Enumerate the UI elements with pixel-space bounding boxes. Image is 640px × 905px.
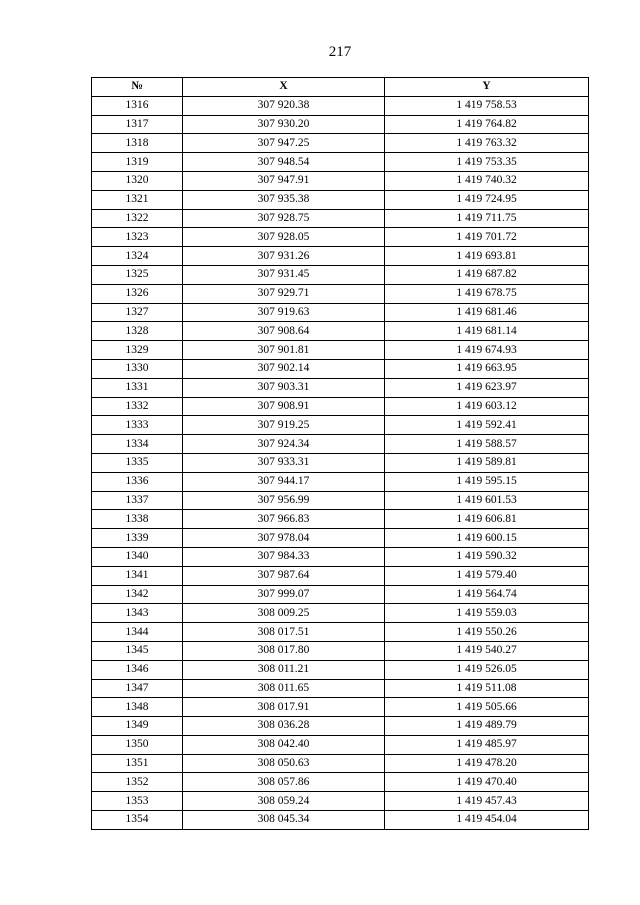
table-row bbox=[92, 435, 589, 454]
cell-number: 1351 bbox=[92, 754, 183, 773]
cell-x: 307 924.34 bbox=[183, 435, 385, 454]
table-row bbox=[92, 190, 589, 209]
table-row bbox=[92, 134, 589, 153]
cell-x: 308 011.21 bbox=[183, 660, 385, 679]
cell-number: 1339 bbox=[92, 529, 183, 548]
cell-number: 1323 bbox=[92, 228, 183, 247]
cell-y: 1 419 674.93 bbox=[385, 341, 589, 360]
cell-number: 1349 bbox=[92, 717, 183, 736]
cell-number: 1350 bbox=[92, 735, 183, 754]
cell-number: 1318 bbox=[92, 134, 183, 153]
cell-x: 307 999.07 bbox=[183, 585, 385, 604]
cell-y: 1 419 740.32 bbox=[385, 171, 589, 190]
cell-x: 307 947.91 bbox=[183, 171, 385, 190]
cell-x: 307 928.05 bbox=[183, 228, 385, 247]
cell-x: 308 011.65 bbox=[183, 679, 385, 698]
cell-y: 1 419 485.97 bbox=[385, 735, 589, 754]
cell-x: 307 966.83 bbox=[183, 510, 385, 529]
cell-number: 1319 bbox=[92, 153, 183, 172]
cell-number: 1345 bbox=[92, 641, 183, 660]
cell-number: 1347 bbox=[92, 679, 183, 698]
table-row bbox=[92, 228, 589, 247]
table-row bbox=[92, 171, 589, 190]
cell-number: 1348 bbox=[92, 698, 183, 717]
cell-number: 1353 bbox=[92, 792, 183, 811]
cell-number: 1338 bbox=[92, 510, 183, 529]
cell-number: 1341 bbox=[92, 566, 183, 585]
table-row bbox=[92, 604, 589, 623]
cell-number: 1354 bbox=[92, 811, 183, 830]
cell-number: 1346 bbox=[92, 660, 183, 679]
table-row bbox=[92, 585, 589, 604]
cell-x: 308 042.40 bbox=[183, 735, 385, 754]
cell-x: 307 948.54 bbox=[183, 153, 385, 172]
cell-number: 1329 bbox=[92, 341, 183, 360]
cell-x: 307 901.81 bbox=[183, 341, 385, 360]
cell-y: 1 419 724.95 bbox=[385, 190, 589, 209]
cell-number: 1320 bbox=[92, 171, 183, 190]
cell-number: 1327 bbox=[92, 303, 183, 322]
table-row bbox=[92, 623, 589, 642]
cell-x: 307 908.91 bbox=[183, 397, 385, 416]
cell-y: 1 419 693.81 bbox=[385, 247, 589, 266]
cell-y: 1 419 454.04 bbox=[385, 811, 589, 830]
cell-y: 1 419 470.40 bbox=[385, 773, 589, 792]
cell-y: 1 419 603.12 bbox=[385, 397, 589, 416]
coordinates-table bbox=[91, 77, 589, 830]
cell-number: 1337 bbox=[92, 491, 183, 510]
table-row bbox=[92, 679, 589, 698]
cell-x: 307 935.38 bbox=[183, 190, 385, 209]
cell-y: 1 419 623.97 bbox=[385, 378, 589, 397]
cell-y: 1 419 681.14 bbox=[385, 322, 589, 341]
table-row bbox=[92, 153, 589, 172]
cell-y: 1 419 701.72 bbox=[385, 228, 589, 247]
cell-x: 307 933.31 bbox=[183, 453, 385, 472]
cell-x: 308 017.91 bbox=[183, 698, 385, 717]
cell-y: 1 419 559.03 bbox=[385, 604, 589, 623]
table-row bbox=[92, 378, 589, 397]
cell-y: 1 419 550.26 bbox=[385, 623, 589, 642]
column-header-x: X bbox=[183, 78, 385, 97]
table-header bbox=[92, 78, 589, 97]
table-row bbox=[92, 547, 589, 566]
cell-y: 1 419 595.15 bbox=[385, 472, 589, 491]
table-row bbox=[92, 472, 589, 491]
cell-number: 1317 bbox=[92, 115, 183, 134]
cell-number: 1335 bbox=[92, 453, 183, 472]
cell-x: 307 931.26 bbox=[183, 247, 385, 266]
cell-y: 1 419 758.53 bbox=[385, 96, 589, 115]
cell-number: 1331 bbox=[92, 378, 183, 397]
cell-x: 307 929.71 bbox=[183, 284, 385, 303]
cell-x: 308 017.51 bbox=[183, 623, 385, 642]
cell-y: 1 419 663.95 bbox=[385, 359, 589, 378]
cell-x: 308 045.34 bbox=[183, 811, 385, 830]
cell-x: 307 902.14 bbox=[183, 359, 385, 378]
cell-x: 308 059.24 bbox=[183, 792, 385, 811]
cell-number: 1334 bbox=[92, 435, 183, 454]
column-header-y: Y bbox=[385, 78, 589, 97]
table-row bbox=[92, 754, 589, 773]
cell-y: 1 419 511.08 bbox=[385, 679, 589, 698]
cell-number: 1328 bbox=[92, 322, 183, 341]
cell-y: 1 419 600.15 bbox=[385, 529, 589, 548]
cell-number: 1340 bbox=[92, 547, 183, 566]
cell-x: 307 978.04 bbox=[183, 529, 385, 548]
cell-number: 1343 bbox=[92, 604, 183, 623]
table-row bbox=[92, 660, 589, 679]
table-row bbox=[92, 303, 589, 322]
table-row bbox=[92, 416, 589, 435]
table-row bbox=[92, 698, 589, 717]
table-row bbox=[92, 510, 589, 529]
table-row bbox=[92, 265, 589, 284]
cell-x: 307 903.31 bbox=[183, 378, 385, 397]
cell-x: 307 928.75 bbox=[183, 209, 385, 228]
cell-y: 1 419 763.32 bbox=[385, 134, 589, 153]
table-row bbox=[92, 247, 589, 266]
cell-number: 1330 bbox=[92, 359, 183, 378]
cell-y: 1 419 588.57 bbox=[385, 435, 589, 454]
table-row bbox=[92, 566, 589, 585]
cell-number: 1344 bbox=[92, 623, 183, 642]
cell-x: 308 017.80 bbox=[183, 641, 385, 660]
table-row bbox=[92, 491, 589, 510]
table-row bbox=[92, 359, 589, 378]
cell-x: 308 036.28 bbox=[183, 717, 385, 736]
cell-y: 1 419 601.53 bbox=[385, 491, 589, 510]
cell-y: 1 419 753.35 bbox=[385, 153, 589, 172]
cell-y: 1 419 505.66 bbox=[385, 698, 589, 717]
cell-number: 1325 bbox=[92, 265, 183, 284]
table-row bbox=[92, 284, 589, 303]
cell-x: 307 908.64 bbox=[183, 322, 385, 341]
table-row bbox=[92, 641, 589, 660]
cell-y: 1 419 678.75 bbox=[385, 284, 589, 303]
cell-y: 1 419 564.74 bbox=[385, 585, 589, 604]
cell-x: 307 930.20 bbox=[183, 115, 385, 134]
cell-number: 1336 bbox=[92, 472, 183, 491]
table-row bbox=[92, 209, 589, 228]
table-row bbox=[92, 115, 589, 134]
cell-x: 307 919.25 bbox=[183, 416, 385, 435]
page-number: 217 bbox=[328, 44, 352, 60]
table-row bbox=[92, 773, 589, 792]
cell-x: 307 920.38 bbox=[183, 96, 385, 115]
cell-y: 1 419 489.79 bbox=[385, 717, 589, 736]
table-row bbox=[92, 792, 589, 811]
table-row bbox=[92, 529, 589, 548]
cell-y: 1 419 590.32 bbox=[385, 547, 589, 566]
cell-y: 1 419 606.81 bbox=[385, 510, 589, 529]
table-body bbox=[92, 96, 589, 829]
cell-number: 1352 bbox=[92, 773, 183, 792]
cell-y: 1 419 478.20 bbox=[385, 754, 589, 773]
cell-x: 308 009.25 bbox=[183, 604, 385, 623]
table-row bbox=[92, 735, 589, 754]
table-row bbox=[92, 322, 589, 341]
cell-y: 1 419 540.27 bbox=[385, 641, 589, 660]
cell-number: 1324 bbox=[92, 247, 183, 266]
cell-number: 1326 bbox=[92, 284, 183, 303]
cell-number: 1322 bbox=[92, 209, 183, 228]
cell-y: 1 419 526.05 bbox=[385, 660, 589, 679]
table-row bbox=[92, 811, 589, 830]
cell-y: 1 419 681.46 bbox=[385, 303, 589, 322]
cell-number: 1333 bbox=[92, 416, 183, 435]
cell-number: 1316 bbox=[92, 96, 183, 115]
table-row bbox=[92, 717, 589, 736]
cell-y: 1 419 589.81 bbox=[385, 453, 589, 472]
cell-number: 1342 bbox=[92, 585, 183, 604]
cell-x: 307 984.33 bbox=[183, 547, 385, 566]
cell-number: 1321 bbox=[92, 190, 183, 209]
table-row bbox=[92, 96, 589, 115]
table-row bbox=[92, 341, 589, 360]
column-header-number: № bbox=[92, 78, 183, 97]
cell-x: 307 919.63 bbox=[183, 303, 385, 322]
cell-x: 307 944.17 bbox=[183, 472, 385, 491]
cell-y: 1 419 764.82 bbox=[385, 115, 589, 134]
table-row bbox=[92, 453, 589, 472]
cell-x: 307 931.45 bbox=[183, 265, 385, 284]
table-header-row bbox=[92, 78, 589, 97]
table-row bbox=[92, 397, 589, 416]
cell-number: 1332 bbox=[92, 397, 183, 416]
cell-y: 1 419 457.43 bbox=[385, 792, 589, 811]
cell-y: 1 419 579.40 bbox=[385, 566, 589, 585]
cell-y: 1 419 711.75 bbox=[385, 209, 589, 228]
cell-x: 307 956.99 bbox=[183, 491, 385, 510]
cell-y: 1 419 687.82 bbox=[385, 265, 589, 284]
cell-y: 1 419 592.41 bbox=[385, 416, 589, 435]
cell-x: 308 057.86 bbox=[183, 773, 385, 792]
cell-x: 308 050.63 bbox=[183, 754, 385, 773]
cell-x: 307 987.64 bbox=[183, 566, 385, 585]
cell-x: 307 947.25 bbox=[183, 134, 385, 153]
